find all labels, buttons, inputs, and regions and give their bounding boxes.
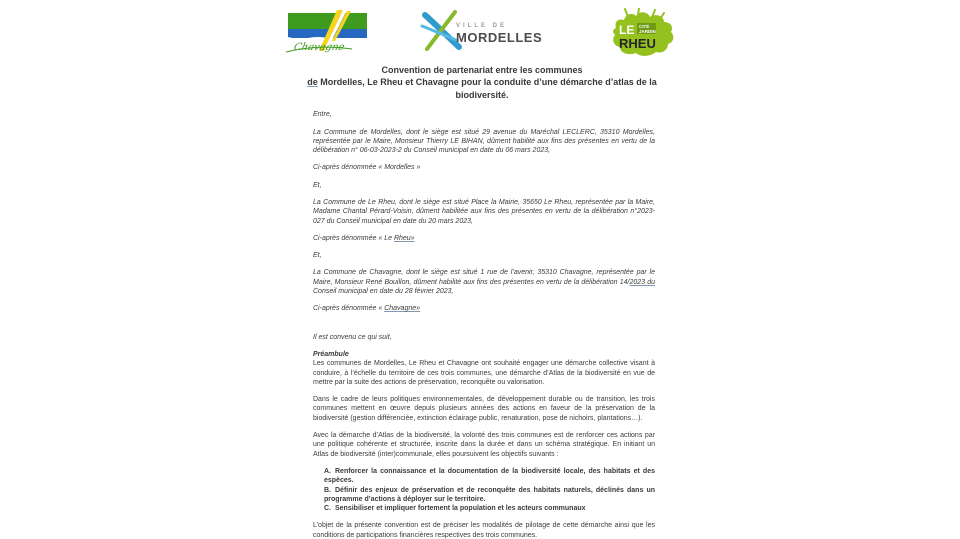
lerheu-logo-icon (608, 8, 676, 63)
list-item: A. Renforcer la connaissance et la documentation de la biodiversité locale, des habitats et des espèces. (324, 467, 655, 485)
convenu-line: Il est convenu ce qui suit, (313, 333, 392, 341)
text-column (313, 110, 655, 539)
mordelles-logo (420, 10, 542, 57)
logos-row (284, 8, 680, 58)
title-line-2: de Mordelles, Le Rheu et Chavagne pour la conduite d’une démarche d’atlas de la (307, 77, 657, 88)
chavagne-denomination: Ci-après dénommée « Chavagne» (313, 305, 421, 313)
lerheu-le-label: LE (619, 23, 635, 37)
objectives-list (313, 467, 655, 513)
lerheu-tracked-change: Rheu» (393, 234, 415, 242)
et-line-2: Et, (313, 252, 322, 260)
mordelles-paragraph: La Commune de Mordelles, dont le siège est situé 29 avenue du Maréchal LECLERC, 35310 Mordelles, représentée par le Maire, Monsieur Thierry LE BIHAN, dûment habilité aux fins des présentes en vertu de la délibération n° 06-03-2023-2 du Conseil municipal en date du 06 mars 2023, (313, 128, 655, 155)
mordelles-logo-text (456, 23, 542, 45)
list-item: B. Définir des enjeux de préservation et de reconquête des habitats naturels, déclinés dans un programme d’actions à déployer sur le territoire. (324, 486, 655, 503)
entre-line: Entre, (313, 111, 332, 119)
mordelles-ville-de-label: VILLE DE (456, 22, 508, 29)
title-line-3: biodiversité. (455, 89, 509, 100)
preambule-paragraph-2: Dans le cadre de leurs politiques environnementales, de développement durable ou de transition, les trois communes mettent en œuvre depuis plusieurs années des actions en faveur de la préservation de la biodiversité (gestion différenciée, extinction éclairage public, renaturation, pose de nichoirs, plantations…). (313, 396, 655, 422)
chavagne-logo-icon (284, 10, 372, 61)
title-tracked-change: de (307, 77, 318, 88)
mordelles-denomination: Ci-après dénommée « Mordelles » (313, 164, 421, 172)
preambule-heading: Préambule (313, 350, 349, 358)
lerheu-denomination: Ci-après dénommée « Le Rheu» (313, 234, 415, 242)
et-line-1: Et, (313, 181, 322, 189)
intro-section (313, 110, 655, 342)
chavagne-logo-text: Chavagne (292, 42, 346, 53)
preambule-paragraph-3: Avec la démarche d’Atlas de la biodiversité, la volonté des trois communes est de renforcer ces actions par une politique cohérente et structurée, inscrite dans la durée et dans un schéma stratégique. En initiant un Atlas de biodiversité (inter)communale, elles poursuivent les objectifs suivants : (313, 432, 655, 458)
lerheu-paragraph: La Commune de Le Rheu, dont le siège est situé Place la Mairie, 35650 Le Rheu, représentée par la Maire, Madame Chantal Pérard-Voisin, dûment habilitée aux fins des présentes en vertu de la délibération n°2023-027 du Conseil municipal en date du 20 mars 2023, (313, 199, 655, 225)
preambule-section (313, 350, 655, 539)
title-line-1: Convention de partenariat entre les communes (381, 65, 583, 75)
lerheu-cite-label: CITÉ (639, 24, 650, 29)
chavagne-tracked-change: Chavagne» (384, 305, 421, 313)
chavagne-paragraph: La Commune de Chavagne, dont le siège est situé 1 rue de l’avenir, 35310 Chavagne, représentée par le Maire, Monsieur René Bouillon, dûment habilité aux fins des présentes en vertu de la délibération 14/2023 du Conseil municipal en date du 28 février 2023, (313, 269, 655, 296)
document-body (284, 8, 680, 539)
mordelles-name-label: MORDELLES (456, 29, 543, 45)
objet-paragraph: L’objet de la présente convention est de préciser les modalités de pilotage de cette démarche ainsi que les conditions de participations financières respectives des trois communes. (313, 522, 655, 539)
document-title (284, 64, 680, 101)
lerheu-jardin-label: JARDIN (639, 29, 656, 34)
chavagne-date-tracked-change: 2023 du (629, 278, 655, 286)
preambule-paragraph-1: Les communes de Mordelles, Le Rheu et Chavagne ont souhaité engager une démarche collective visant à conduire, à l’échelle du territoire de ces trois communes, une démarche d’Atlas de la biodiversité en vue de mettre par la suite des actions de préservation, reconquête ou valorisation. (313, 360, 655, 386)
lerheu-rheu-label: RHEU (619, 36, 656, 51)
list-item: C. Sensibiliser et impliquer fortement la population et les acteurs communaux (324, 505, 586, 513)
